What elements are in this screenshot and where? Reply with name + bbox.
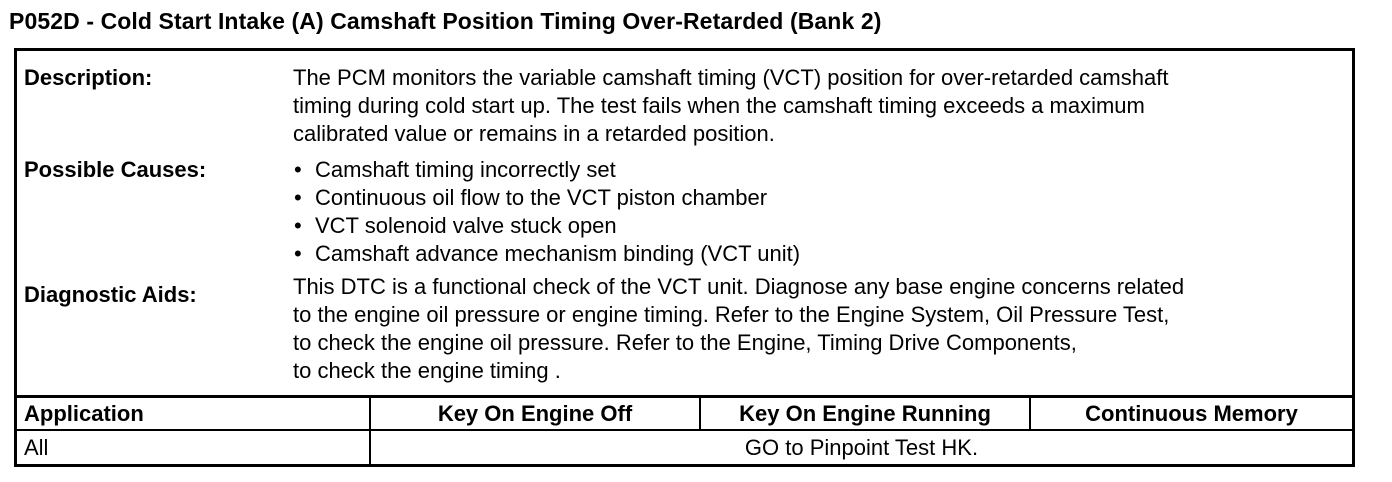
dtc-info-box: [14, 48, 1355, 467]
diagnostic-aids-line: to check the engine timing .: [293, 358, 561, 383]
description-line: calibrated value or remains in a retarded position.: [293, 121, 775, 146]
page-title: P052D - Cold Start Intake (A) Camshaft Position Timing Over-Retarded (Bank 2): [9, 8, 882, 34]
description-line: The PCM monitors the variable camshaft timing (VCT) position for over-retarded camshaft: [293, 65, 1169, 90]
table-header-application: Application: [17, 398, 369, 431]
dtc-details: [17, 51, 1352, 395]
description-text: [293, 64, 1346, 148]
possible-causes-list: [293, 156, 1346, 268]
cause-item: • Camshaft advance mechanism binding (VCT unit): [293, 240, 1346, 268]
table-header-continuous-memory: Continuous Memory: [1029, 398, 1352, 431]
description-line: timing during cold start up. The test fails when the camshaft timing exceeds a maximum: [293, 93, 1145, 118]
table-cell-application: All: [24, 434, 49, 460]
diagnostic-aids-line: to the engine oil pressure or engine timing. Refer to the Engine System, Oil Pressure Test,: [293, 302, 1170, 327]
table-header-koer: Key On Engine Running: [699, 398, 1029, 431]
diagnostic-aids-line: to check the engine oil pressure. Refer to the Engine, Timing Drive Components,: [293, 330, 1077, 355]
application-table: [17, 395, 1352, 464]
table-header-koeo: Key On Engine Off: [369, 398, 699, 431]
diagnostic-aids-line: This DTC is a functional check of the VCT unit. Diagnose any base engine concerns related: [293, 274, 1185, 299]
description-label: Description:: [24, 65, 153, 90]
cause-item: • VCT solenoid valve stuck open: [293, 212, 1346, 240]
diagnostic-aids-label: Diagnostic Aids:: [24, 282, 197, 307]
cause-item: • Continuous oil flow to the VCT piston chamber: [293, 184, 1346, 212]
possible-causes-label: Possible Causes:: [24, 157, 207, 182]
diagnostic-aids-text: [293, 273, 1346, 385]
cause-item: • Camshaft timing incorrectly set: [293, 156, 1346, 184]
table-cell-action: GO to Pinpoint Test HK.: [369, 431, 1352, 464]
